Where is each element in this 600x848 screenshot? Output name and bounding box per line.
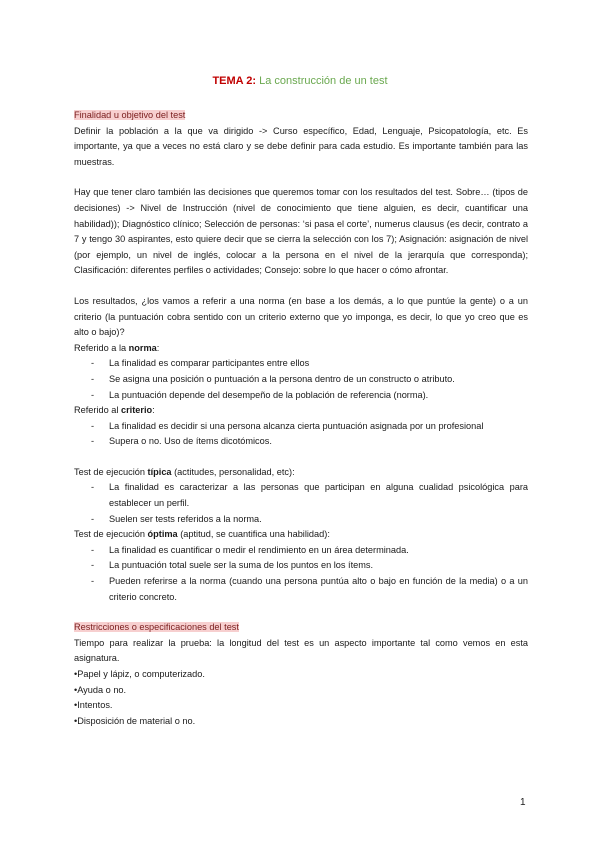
title-text: La construcción de un test bbox=[259, 75, 388, 87]
section-heading-restricciones: Restricciones o especificaciones del test bbox=[74, 622, 239, 633]
paragraph-resultados: Los resultados, ¿los vamos a referir a una norma (en base a los demás, a lo que puntúe la gente) o a un criterio (la puntuación cobra sentido con un criterio externo que yo imponga, es decir, lo que yo creo que es alto o bajo)? bbox=[74, 295, 528, 338]
restricciones-list bbox=[74, 667, 528, 729]
list-item: - Se asigna una posición o puntuación a la persona dentro de un constructo o atributo. bbox=[74, 372, 528, 388]
list-item: - Suelen ser tests referidos a la norma. bbox=[74, 512, 528, 528]
document-body bbox=[74, 108, 528, 729]
paragraph-poblacion: Definir la población a la que va dirigido -> Curso específico, Edad, Lenguaje, Psicopatología, etc. Es importante, ya que a veces no está claro y se debe definir para cada estudio. Es importante también para las muestras. bbox=[74, 125, 528, 167]
list-item: - La finalidad es caracterizar a las personas que participan en alguna cualidad psicológica para establecer un perfil. bbox=[74, 480, 528, 511]
paragraph-tiempo: Tiempo para realizar la prueba: la longitud del test es un aspecto importante tal como vemos en esta asignatura. bbox=[74, 637, 528, 664]
criterio-list bbox=[74, 419, 528, 450]
list-item: - Pueden referirse a la norma (cuando una persona puntúa alto o bajo en función de la media) o a un criterio concreto. bbox=[74, 574, 528, 605]
list-item: - La puntuación total suele ser la suma de los puntos en los ítems. bbox=[74, 558, 528, 574]
page-number: 1 bbox=[520, 797, 526, 808]
norma-list bbox=[74, 356, 528, 403]
list-item: • Disposición de material o no. bbox=[74, 714, 528, 730]
document-title bbox=[0, 75, 600, 87]
list-item: - La finalidad es comparar participantes entre ellos bbox=[74, 356, 528, 372]
norma-label: Referido a la norma: bbox=[74, 342, 160, 353]
tipica-label: Test de ejecución típica (actitudes, personalidad, etc): bbox=[74, 466, 295, 477]
criterio-label: Referido al criterio: bbox=[74, 405, 155, 416]
list-item: - La puntuación depende del desempeño de la población de referencia (norma). bbox=[74, 388, 528, 404]
list-item: • Intentos. bbox=[74, 698, 528, 714]
section-heading-finalidad: Finalidad u objetivo del test bbox=[74, 110, 186, 120]
list-item: - Supera o no. Uso de ítems dicotómicos. bbox=[74, 434, 528, 450]
list-item: • Ayuda o no. bbox=[74, 683, 528, 699]
paragraph-decisiones: Hay que tener claro también las decisiones que queremos tomar con los resultados del test. Sobre… (tipos de decisiones) -> Nivel de Instrucción (nivel de conocimiento que tiene alguien, es decir, cuantificar una habilidad)); Diagnóstico clínico; Selección de personas: ‘si pasa el corte’, numerus clausus (es decir, contrato a 7 y tengo 30 aspirantes, esto quiere decir que se cierra la selección con los 7); Asignación: asignación de nivel (por ejemplo, un nivel de inglés, colocar a la persona en el nivel de la jerarquía que corresponda); Clasificación: diferentes perfiles o actividades; Consejo: sobre lo que hacer o cómo afrontar. bbox=[74, 187, 528, 276]
list-item: - La finalidad es decidir si una persona alcanza cierta puntuación asignada por un profesional bbox=[74, 419, 528, 435]
optima-list bbox=[74, 543, 528, 605]
optima-label: Test de ejecución óptima (aptitud, se cuantifica una habilidad): bbox=[74, 529, 330, 540]
title-number: TEMA 2: bbox=[212, 75, 257, 87]
list-item: - La finalidad es cuantificar o medir el rendimiento en un área determinada. bbox=[74, 543, 528, 559]
tipica-list bbox=[74, 480, 528, 527]
list-item: • Papel y lápiz, o computerizado. bbox=[74, 667, 528, 683]
